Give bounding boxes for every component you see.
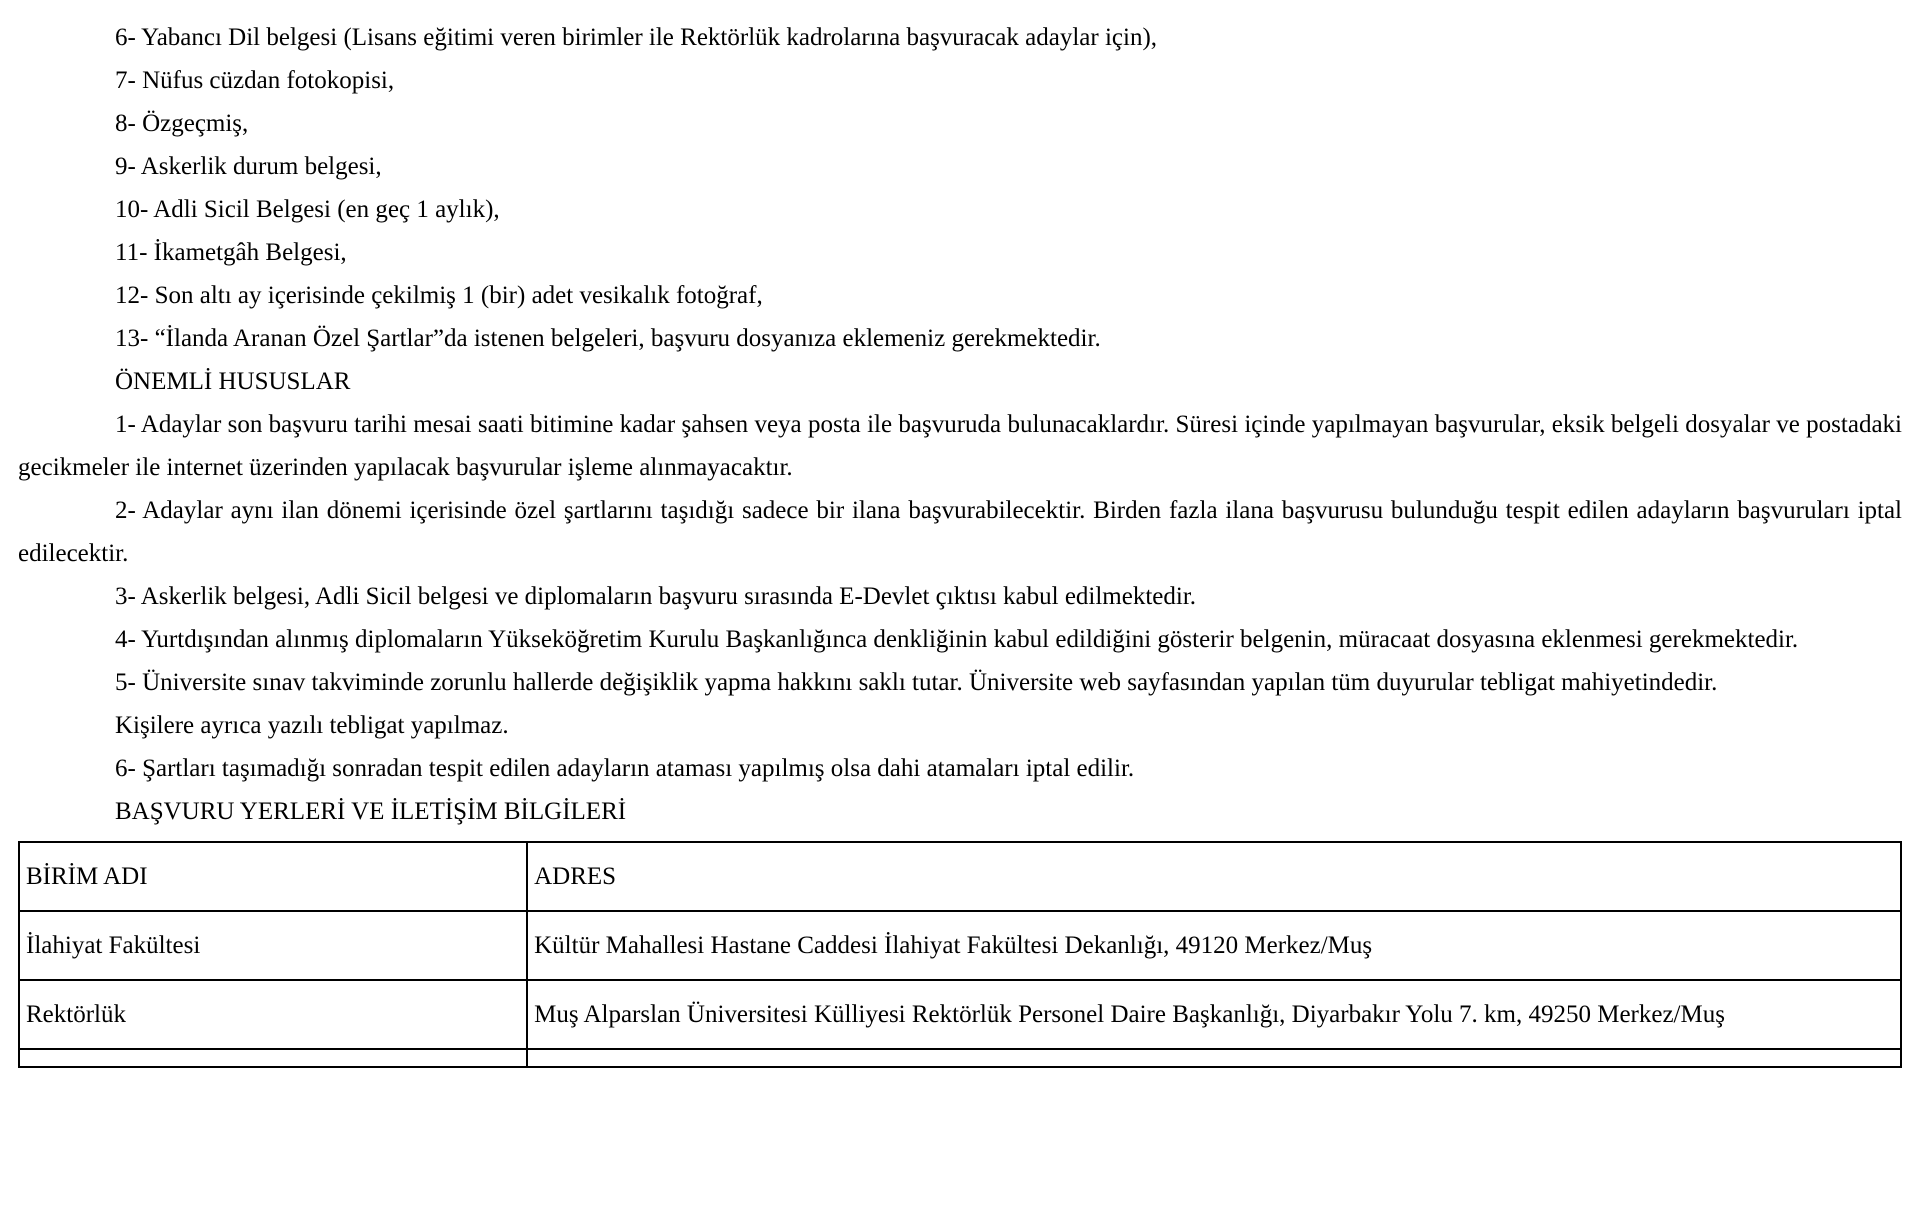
table-row-partial [19, 1049, 1901, 1067]
list-item-9: 9- Askerlik durum belgesi, [115, 153, 382, 180]
note-line: Kişilere ayrıca yazılı tebligat yapılmaz. [115, 712, 509, 739]
section-heading-important: ÖNEMLİ HUSUSLAR [115, 368, 351, 395]
paragraph-5: 5- Üniversite sınav takviminde zorunlu hallerde değişiklik yapma hakkını saklı tutar. Üniversite web sayfasından yapılan tüm duyurular tebligat mahiyetindedir. [115, 669, 1718, 696]
list-item-12: 12- Son altı ay içerisinde çekilmiş 1 (bir) adet vesikalık fotoğraf, [115, 282, 763, 309]
application-locations-table [18, 841, 1902, 1068]
paragraph-3: 3- Askerlik belgesi, Adli Sicil belgesi ve diplomaların başvuru sırasında E-Devlet çıktısı kabul edilmektedir. [115, 583, 1197, 610]
list-item-8: 8- Özgeçmiş, [115, 110, 249, 137]
unit-address-cell: Muş Alparslan Üniversitesi Külliyesi Rektörlük Personel Daire Başkanlığı, Diyarbakır Yolu 7. km, 49250 Merkez/Muş [527, 980, 1901, 1049]
list-item-11: 11- İkametgâh Belgesi, [115, 239, 347, 266]
paragraph-2: 2- Adaylar aynı ilan dönemi içerisinde özel şartlarını taşıdığı sadece bir ilana başvurabilecektir. Birden fazla ilana başvurusu bulunduğu tespit edilen adayların başvuruları iptal edilecektir. [18, 497, 1902, 567]
list-item-10: 10- Adli Sicil Belgesi (en geç 1 aylık), [115, 196, 500, 223]
unit-name-cell-empty [19, 1049, 527, 1067]
table-section-heading: BAŞVURU YERLERİ VE İLETİŞİM BİLGİLERİ [115, 798, 627, 825]
unit-address-cell: Kültür Mahallesi Hastane Caddesi İlahiyat Fakültesi Dekanlığı, 49120 Merkez/Muş [527, 911, 1901, 980]
table-row-rektorluk [19, 980, 1901, 1049]
list-item-13: 13- “İlanda Aranan Özel Şartlar”da istenen belgeleri, başvuru dosyanıza eklemeniz gerekmektedir. [115, 325, 1101, 352]
paragraph-6: 6- Şartları taşımadığı sonradan tespit edilen adayların ataması yapılmış olsa dahi atamaları iptal edilir. [115, 755, 1135, 782]
unit-name-cell: İlahiyat Fakültesi [19, 911, 527, 980]
table-row-ilahiyat [19, 911, 1901, 980]
column-header-adres: ADRES [527, 842, 1901, 911]
unit-name-cell: Rektörlük [19, 980, 527, 1049]
table-header-row [19, 842, 1901, 911]
list-item-6: 6- Yabancı Dil belgesi (Lisans eğitimi veren birimler ile Rektörlük kadrolarına başvuracak adaylar için), [115, 24, 1158, 51]
paragraph-1: 1- Adaylar son başvuru tarihi mesai saati bitimine kadar şahsen veya posta ile başvuruda bulunacaklardır. Süresi içinde yapılmayan başvurular, eksik belgeli dosyalar ve postadaki gecikmeler ile internet üzerinden yapılacak başvurular işleme alınmayacaktır. [18, 411, 1902, 481]
paragraph-4: 4- Yurtdışından alınmış diplomaların Yükseköğretim Kurulu Başkanlığınca denkliğinin kabul edildiğini gösterir belgenin, müracaat dosyasına eklenmesi gerekmektedir. [115, 626, 1799, 653]
column-header-birim-adi: BİRİM ADI [19, 842, 527, 911]
unit-address-cell-empty [527, 1049, 1901, 1067]
list-item-7: 7- Nüfus cüzdan fotokopisi, [115, 67, 395, 94]
